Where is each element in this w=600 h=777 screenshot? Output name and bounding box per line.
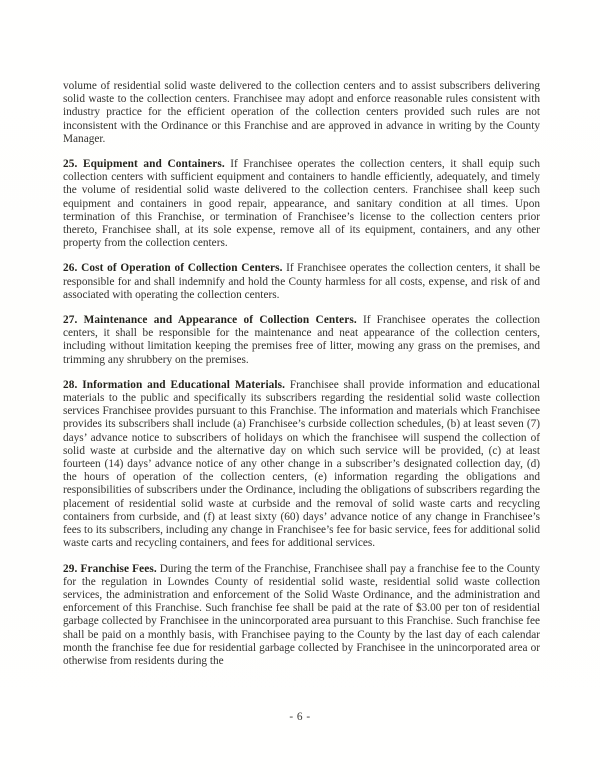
- paragraph-section-28: [63, 379, 540, 551]
- paragraph-continuation: [63, 80, 540, 146]
- paragraph-section-29: [63, 563, 540, 669]
- section-heading: 26. Cost of Operation of Collection Centers.: [63, 262, 283, 275]
- paragraph-body: If Franchisee operates the collection centers, it shall be responsible for the maintenance and neat appearance of the collection centers, including without limitation keeping the premises free of litter, mowing any grass on the premises, and trimming any shrubbery on the premises.: [63, 314, 541, 366]
- paragraph-body: If Franchisee operates the collection centers, it shall equip such collection centers with sufficient equipment and containers to handle efficiently, adequately, and timely the volume of residential solid waste delivered to the collection centers. Franchisee shall keep such equipment and containers in good repair, appearance, and sanitary condition at all times. Upon termination of this Franchise, or termination of Franchisee’s license to the collection centers prior thereto, Franchisee shall, at its sole expense, remove all of its equipment, containers, and any other property from the collection centers.: [63, 158, 540, 250]
- paragraph-section-26: [63, 262, 540, 302]
- section-heading: 28. Information and Educational Materials.: [63, 378, 286, 391]
- paragraph-body: If Franchisee operates the collection centers, it shall be responsible for and shall indemnify and hold the County harmless for all costs, expense, and risk of and associated with operating the collection centers.: [63, 262, 540, 301]
- section-heading: 27. Maintenance and Appearance of Collection Centers.: [63, 314, 357, 327]
- paragraph-section-25: [63, 158, 540, 250]
- page-number: - 6 -: [289, 711, 311, 723]
- paragraph-section-27: [63, 314, 540, 367]
- paragraph-body: During the term of the Franchise, Franchisee shall pay a franchise fee to the County for the regulation in Lowndes County of residential solid waste, residential solid waste collection services, the administration and enforcement of the Solid Waste Ordinance, and the administration and enforcement of this Franchise. Such franchise fee shall be paid at the rate of $3.00 per ton of residential garbage collected by Franchisee in the unincorporated area pursuant to this Franchise. Such franchise fee shall be paid on a monthly basis, with Franchisee paying to the County by the last day of each calendar month the franchise fee due for residential garbage collected by Franchisee in the unincorporated area or otherwise from residents during the: [63, 562, 541, 667]
- paragraph-body: Franchisee shall provide information and educational materials to the public and specifically its subscribers regarding the residential solid waste collection services Franchisee provides pursuant to this Franchise. The information and materials which Franchisee provides its subscribers shall include (a) Franchisee’s curbside collection schedules, (b) at least seven (7) days’ advance notice to subscribers of holidays on which the franchisee will suspend the collection of solid waste at curbside and the alternative day on which such service will be provided, (c) at least fourteen (14) days’ advance notice of any other change in a subscriber’s designated collection day, (d) the hours of operation of the collection centers, (e) information regarding the obligations and responsibilities of subscribers under the Ordinance, including the obligations of subscribers regarding the placement of residential solid waste at curbside and the removal of solid waste carts and recycling containers from curbside, and (f) at least sixty (60) days’ advance notice of any change in Franchisee’s fees to its subscribers, including any change in Franchisee’s fee for basic service, fees for additional solid waste carts and recycling containers, and fees for additional services.: [63, 378, 540, 550]
- document-text-block: [63, 80, 540, 680]
- paragraph-body: volume of residential solid waste delivered to the collection centers and to assist subscribers delivering solid waste to the collection centers. Franchisee may adopt and enforce reasonable rules consistent with industry practice for the efficient operation of the collection centers provided such rules are not inconsistent with the Ordinance or this Franchise and are approved in advance in writing by the County Manager.: [63, 80, 540, 145]
- section-heading: 29. Franchise Fees.: [63, 562, 157, 575]
- section-heading: 25. Equipment and Containers.: [63, 158, 225, 171]
